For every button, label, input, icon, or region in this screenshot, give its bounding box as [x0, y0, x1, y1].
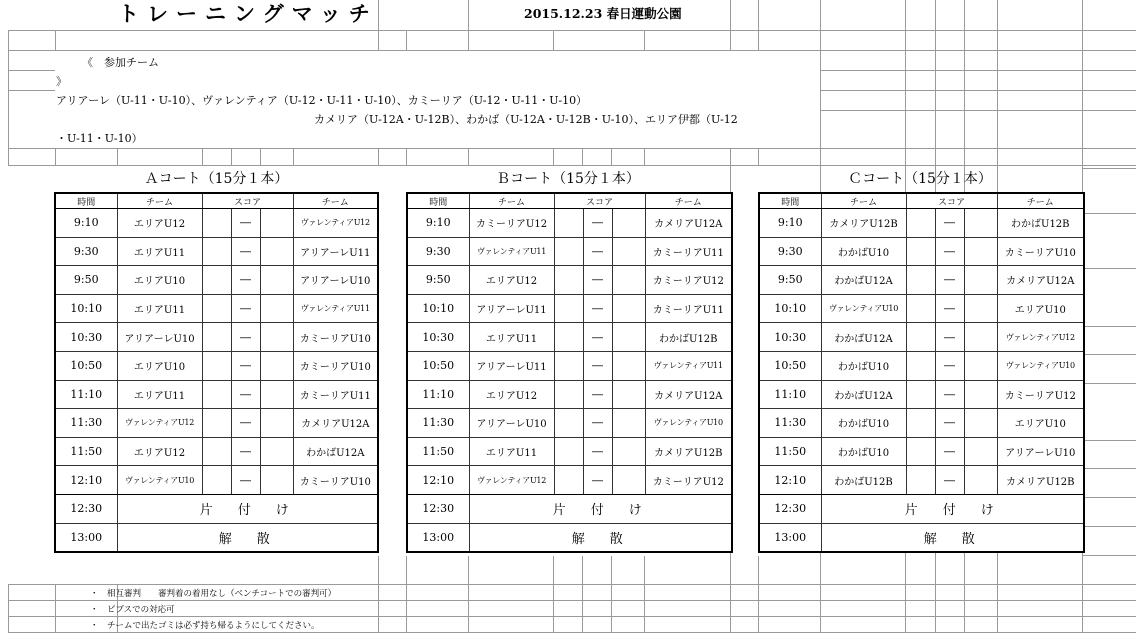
note-trash: ・ チームで出たゴミは必ず持ち帰るようにしてください。 [90, 621, 320, 631]
match-team-1: エリアU10 [117, 351, 202, 380]
match-time: 10:50 [759, 351, 821, 380]
cleanup-label: 片 付 け [821, 494, 1084, 523]
match-team-1: ヴァレンティアU11 [469, 237, 554, 266]
score-dash: ― [231, 237, 260, 266]
score-dash: ― [583, 323, 612, 352]
match-team-1: わかばU10 [821, 437, 906, 466]
match-team-2: カミーリアU10 [997, 237, 1084, 266]
score-cell-1[interactable] [554, 437, 583, 466]
match-team-1: エリアU11 [117, 380, 202, 409]
dismissal-label: 解 散 [469, 523, 732, 552]
score-cell-1[interactable] [202, 294, 231, 323]
match-team-1: エリアU12 [469, 380, 554, 409]
score-dash: ― [231, 351, 260, 380]
score-cell-1[interactable] [202, 466, 231, 495]
score-dash: ― [935, 237, 964, 266]
score-dash: ― [935, 380, 964, 409]
score-cell-1[interactable] [202, 437, 231, 466]
score-cell-1[interactable] [554, 466, 583, 495]
match-time: 9:10 [55, 209, 117, 238]
header-team-2: チーム [293, 193, 378, 209]
score-cell-2[interactable] [260, 351, 293, 380]
header-team-1: チーム [821, 193, 906, 209]
header-score: スコア [202, 193, 293, 209]
match-team-1: エリアU10 [117, 266, 202, 295]
score-cell-1[interactable] [906, 237, 935, 266]
match-team-2: カメリアU12A [645, 380, 732, 409]
match-time: 10:10 [55, 294, 117, 323]
score-dash: ― [583, 237, 612, 266]
score-dash: ― [583, 437, 612, 466]
match-time: 9:10 [407, 209, 469, 238]
match-team-2: カメリアU12A [645, 209, 732, 238]
score-cell-1[interactable] [906, 294, 935, 323]
teams-label-open: 《 参加チーム [82, 56, 159, 69]
match-time: 11:30 [407, 409, 469, 438]
score-dash: ― [231, 437, 260, 466]
score-cell-2[interactable] [964, 409, 997, 438]
score-dash: ― [231, 323, 260, 352]
score-cell-2[interactable] [964, 294, 997, 323]
match-team-2: ヴァレンティアU12 [293, 209, 378, 238]
score-cell-1[interactable] [554, 409, 583, 438]
match-team-1: エリアU12 [117, 209, 202, 238]
score-cell-1[interactable] [906, 409, 935, 438]
score-cell-1[interactable] [202, 237, 231, 266]
score-cell-2[interactable] [612, 437, 645, 466]
score-cell-2[interactable] [964, 351, 997, 380]
match-team-2: わかばU12A [293, 437, 378, 466]
match-team-2: カメリアU12A [293, 409, 378, 438]
score-dash: ― [231, 409, 260, 438]
match-team-2: カミーリアU12 [645, 466, 732, 495]
score-dash: ― [231, 209, 260, 238]
score-dash: ― [935, 409, 964, 438]
match-team-1: わかばU12B [821, 466, 906, 495]
score-dash: ― [583, 466, 612, 495]
score-dash: ― [935, 294, 964, 323]
header-score: スコア [554, 193, 645, 209]
match-team-2: アリアーレU10 [997, 437, 1084, 466]
score-cell-1[interactable] [554, 380, 583, 409]
match-time: 9:50 [407, 266, 469, 295]
score-cell-1[interactable] [906, 466, 935, 495]
score-cell-2[interactable] [964, 209, 997, 238]
match-time: 11:10 [55, 380, 117, 409]
score-cell-2[interactable] [612, 466, 645, 495]
score-cell-2[interactable] [260, 409, 293, 438]
score-cell-1[interactable] [906, 351, 935, 380]
score-cell-2[interactable] [612, 266, 645, 295]
match-team-1: わかばU12A [821, 323, 906, 352]
match-team-2: わかばU12B [645, 323, 732, 352]
score-cell-2[interactable] [612, 409, 645, 438]
score-cell-2[interactable] [260, 380, 293, 409]
court-title-c: Ｃコート（15分１本） [848, 171, 992, 187]
score-cell-2[interactable] [260, 323, 293, 352]
match-team-1: カメリアU12B [821, 209, 906, 238]
match-team-1: ヴァレンティアU10 [117, 466, 202, 495]
score-cell-1[interactable] [554, 351, 583, 380]
match-team-1: わかばU12A [821, 266, 906, 295]
match-team-2: カメリアU12B [997, 466, 1084, 495]
cleanup-label: 片 付 け [469, 494, 732, 523]
match-time: 11:10 [407, 380, 469, 409]
score-cell-2[interactable] [612, 351, 645, 380]
match-time: 11:50 [759, 437, 821, 466]
match-team-1: ヴァレンティアU12 [117, 409, 202, 438]
score-cell-2[interactable] [964, 323, 997, 352]
match-time: 9:10 [759, 209, 821, 238]
score-cell-2[interactable] [964, 237, 997, 266]
score-cell-2[interactable] [260, 466, 293, 495]
score-cell-1[interactable] [906, 266, 935, 295]
match-time: 9:50 [759, 266, 821, 295]
header-time: 時間 [759, 193, 821, 209]
date-venue: 2015.12.23 春日運動公園 [524, 6, 682, 21]
match-time: 9:30 [407, 237, 469, 266]
match-time: 11:50 [55, 437, 117, 466]
match-team-2: ヴァレンティアU11 [293, 294, 378, 323]
score-cell-1[interactable] [202, 323, 231, 352]
note-bibs: ・ ビブスでの対応可 [90, 605, 175, 615]
score-dash: ― [935, 466, 964, 495]
score-cell-2[interactable] [964, 466, 997, 495]
match-time: 11:50 [407, 437, 469, 466]
score-dash: ― [583, 380, 612, 409]
match-time: 10:10 [759, 294, 821, 323]
match-time: 11:10 [759, 380, 821, 409]
match-time: 11:30 [55, 409, 117, 438]
match-time: 12:10 [759, 466, 821, 495]
header-score: スコア [906, 193, 997, 209]
score-cell-1[interactable] [554, 294, 583, 323]
score-cell-2[interactable] [964, 266, 997, 295]
match-team-2: ヴァレンティアU12 [997, 323, 1084, 352]
match-team-2: エリアU10 [997, 294, 1084, 323]
match-team-2: カメリアU12A [997, 266, 1084, 295]
match-time: 12:10 [407, 466, 469, 495]
score-dash: ― [935, 323, 964, 352]
score-cell-1[interactable] [202, 380, 231, 409]
match-time: 11:30 [759, 409, 821, 438]
match-team-1: エリアU11 [469, 323, 554, 352]
match-time: 10:50 [407, 351, 469, 380]
match-time: 9:30 [759, 237, 821, 266]
score-dash: ― [583, 266, 612, 295]
match-team-2: カミーリアU10 [293, 323, 378, 352]
cleanup-label: 片 付 け [117, 494, 378, 523]
match-team-1: わかばU10 [821, 351, 906, 380]
match-team-1: わかばU12A [821, 380, 906, 409]
match-team-2: アリアーレU11 [293, 237, 378, 266]
match-team-1: アリアーレU10 [117, 323, 202, 352]
teams-line-3: ・U-11・U-10） [56, 132, 143, 145]
score-cell-2[interactable] [964, 437, 997, 466]
match-team-1: エリアU12 [117, 437, 202, 466]
score-cell-2[interactable] [612, 323, 645, 352]
score-cell-2[interactable] [260, 266, 293, 295]
score-cell-2[interactable] [260, 294, 293, 323]
score-cell-1[interactable] [202, 266, 231, 295]
match-team-2: カミーリアU11 [293, 380, 378, 409]
match-team-2: ヴァレンティアU11 [645, 351, 732, 380]
score-cell-2[interactable] [260, 237, 293, 266]
match-team-2: カミーリアU11 [645, 237, 732, 266]
score-cell-1[interactable] [906, 209, 935, 238]
header-time: 時間 [55, 193, 117, 209]
match-time: 12:10 [55, 466, 117, 495]
court-title-a: Ａコート（15分１本） [144, 171, 289, 187]
closing-time: 13:00 [407, 523, 469, 552]
score-cell-2[interactable] [612, 380, 645, 409]
match-team-1: カミーリアU12 [469, 209, 554, 238]
score-cell-1[interactable] [554, 209, 583, 238]
match-team-1: エリアU11 [117, 294, 202, 323]
closing-time: 13:00 [55, 523, 117, 552]
match-time: 10:50 [55, 351, 117, 380]
score-cell-2[interactable] [260, 209, 293, 238]
match-team-1: アリアーレU10 [469, 409, 554, 438]
score-cell-1[interactable] [202, 409, 231, 438]
closing-time: 12:30 [55, 494, 117, 523]
score-dash: ― [935, 437, 964, 466]
match-team-1: わかばU10 [821, 409, 906, 438]
score-dash: ― [231, 266, 260, 295]
score-dash: ― [935, 351, 964, 380]
schedule-court-a [54, 192, 379, 553]
match-team-1: わかばU10 [821, 237, 906, 266]
match-time: 10:30 [407, 323, 469, 352]
match-team-1: ヴァレンティアU10 [821, 294, 906, 323]
match-team-2: カミーリアU12 [645, 266, 732, 295]
match-team-1: アリアーレU11 [469, 294, 554, 323]
score-cell-2[interactable] [260, 437, 293, 466]
match-team-2: カミーリアU10 [293, 466, 378, 495]
match-team-2: カミーリアU12 [997, 380, 1084, 409]
match-time: 9:50 [55, 266, 117, 295]
teams-line-1: アリアーレ（U-11・U-10）、ヴァレンティア（U-12・U-11・U-10）、カミーリア（U-12・U-11・U-10） [56, 94, 588, 107]
match-time: 10:10 [407, 294, 469, 323]
score-cell-2[interactable] [612, 294, 645, 323]
match-team-2: カミーリアU10 [293, 351, 378, 380]
page-title: トレーニングマッチ [118, 2, 378, 26]
match-team-2: ヴァレンティアU10 [997, 351, 1084, 380]
teams-line-2: カメリア（U-12A・U-12B）、わかば（U-12A・U-12B・U-10）、エリア伊都（U-12 [314, 113, 738, 126]
header-team-2: チーム [645, 193, 732, 209]
header-team-1: チーム [117, 193, 202, 209]
score-dash: ― [935, 209, 964, 238]
score-cell-1[interactable] [906, 323, 935, 352]
score-cell-1[interactable] [554, 323, 583, 352]
match-team-1: ヴァレンティアU12 [469, 466, 554, 495]
schedule-court-c [758, 192, 1085, 553]
match-team-2: エリアU10 [997, 409, 1084, 438]
dismissal-label: 解 散 [821, 523, 1084, 552]
score-dash: ― [231, 466, 260, 495]
match-team-2: カメリアU12B [645, 437, 732, 466]
score-cell-1[interactable] [906, 437, 935, 466]
score-dash: ― [935, 266, 964, 295]
match-time: 9:30 [55, 237, 117, 266]
score-cell-1[interactable] [554, 266, 583, 295]
closing-time: 12:30 [407, 494, 469, 523]
score-dash: ― [583, 294, 612, 323]
teams-label-close: 》 [56, 75, 67, 88]
match-team-1: エリアU11 [469, 437, 554, 466]
note-referee: ・ 相互審判 審判着の着用なし（ベンチコートでの審判可） [90, 589, 337, 599]
score-dash: ― [231, 294, 260, 323]
match-team-2: わかばU12B [997, 209, 1084, 238]
score-dash: ― [231, 380, 260, 409]
score-cell-2[interactable] [612, 237, 645, 266]
match-team-1: エリアU12 [469, 266, 554, 295]
match-time: 10:30 [759, 323, 821, 352]
match-team-1: エリアU11 [117, 237, 202, 266]
closing-time: 13:00 [759, 523, 821, 552]
score-cell-2[interactable] [612, 209, 645, 238]
score-cell-1[interactable] [202, 209, 231, 238]
header-team-2: チーム [997, 193, 1084, 209]
court-title-b: Ｂコート（15分１本） [496, 171, 640, 187]
match-team-1: アリアーレU11 [469, 351, 554, 380]
match-time: 10:30 [55, 323, 117, 352]
match-team-2: ヴァレンティアU10 [645, 409, 732, 438]
score-dash: ― [583, 409, 612, 438]
score-cell-2[interactable] [964, 380, 997, 409]
score-cell-1[interactable] [554, 237, 583, 266]
header-team-1: チーム [469, 193, 554, 209]
dismissal-label: 解 散 [117, 523, 378, 552]
match-team-2: カミーリアU11 [645, 294, 732, 323]
score-dash: ― [583, 209, 612, 238]
match-team-2: アリアーレU10 [293, 266, 378, 295]
score-cell-1[interactable] [906, 380, 935, 409]
score-dash: ― [583, 351, 612, 380]
score-cell-1[interactable] [202, 351, 231, 380]
header-time: 時間 [407, 193, 469, 209]
schedule-court-b [406, 192, 733, 553]
closing-time: 12:30 [759, 494, 821, 523]
